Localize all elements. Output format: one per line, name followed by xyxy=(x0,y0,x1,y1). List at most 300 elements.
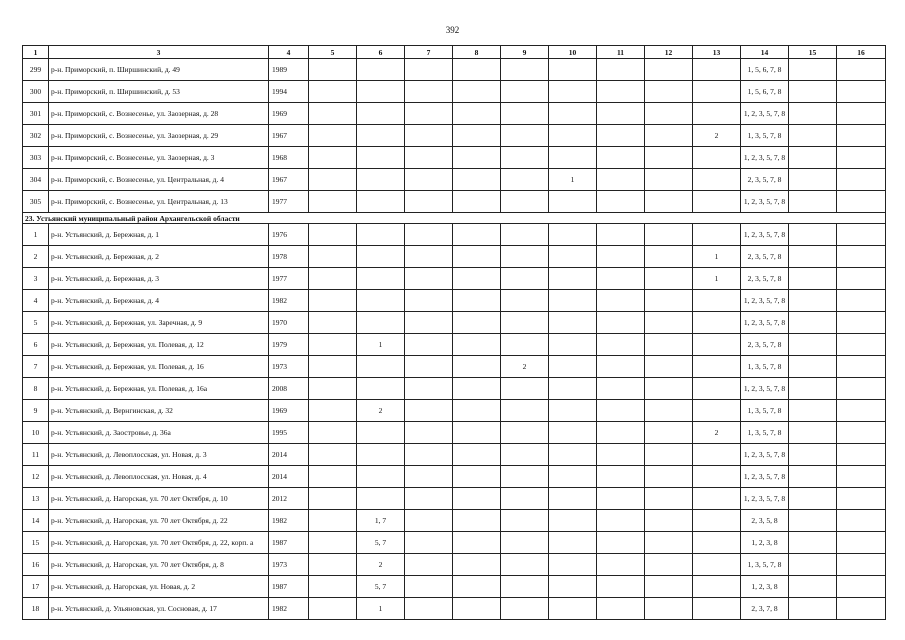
row-number: 12 xyxy=(23,466,49,488)
col-11-cell xyxy=(597,532,645,554)
table-row xyxy=(23,422,886,444)
col-14-cell: 1, 2, 3, 5, 7, 8 xyxy=(741,224,789,246)
col-9-cell xyxy=(501,147,549,169)
col-16-cell xyxy=(837,466,886,488)
column-header: 7 xyxy=(405,46,453,59)
row-number: 16 xyxy=(23,554,49,576)
row-number: 10 xyxy=(23,422,49,444)
column-header: 8 xyxy=(453,46,501,59)
col-11-cell xyxy=(597,103,645,125)
col-10-cell xyxy=(549,334,597,356)
col-5-cell xyxy=(309,81,357,103)
col-10-cell xyxy=(549,422,597,444)
table-body xyxy=(23,59,886,620)
col-10-cell xyxy=(549,598,597,620)
col-10-cell xyxy=(549,356,597,378)
col-14-cell: 1, 3, 5, 7, 8 xyxy=(741,554,789,576)
table-row xyxy=(23,59,886,81)
col-6-cell: 1 xyxy=(357,334,405,356)
col-7-cell xyxy=(405,598,453,620)
col-5-cell xyxy=(309,147,357,169)
col-7-cell xyxy=(405,81,453,103)
col-16-cell xyxy=(837,488,886,510)
col-14-cell: 2, 3, 5, 7, 8 xyxy=(741,246,789,268)
year-cell: 1994 xyxy=(269,81,309,103)
row-number: 3 xyxy=(23,268,49,290)
column-header: 10 xyxy=(549,46,597,59)
col-15-cell xyxy=(789,312,837,334)
table-row xyxy=(23,554,886,576)
col-16-cell xyxy=(837,356,886,378)
col-11-cell xyxy=(597,191,645,213)
col-12-cell xyxy=(645,224,693,246)
row-number: 8 xyxy=(23,378,49,400)
column-header: 4 xyxy=(269,46,309,59)
col-16-cell xyxy=(837,444,886,466)
col-5-cell xyxy=(309,191,357,213)
col-14-cell: 1, 2, 3, 5, 7, 8 xyxy=(741,191,789,213)
table-row xyxy=(23,378,886,400)
address-cell: р-н. Устьянский, д. Нагорская, ул. 70 лет Октября, д. 22 xyxy=(49,510,269,532)
col-15-cell xyxy=(789,554,837,576)
col-12-cell xyxy=(645,466,693,488)
col-14-cell: 1, 5, 6, 7, 8 xyxy=(741,81,789,103)
col-8-cell xyxy=(453,103,501,125)
year-cell: 1982 xyxy=(269,290,309,312)
address-cell: р-н. Приморский, с. Вознесенье, ул. Заозерная, д. 29 xyxy=(49,125,269,147)
col-8-cell xyxy=(453,334,501,356)
col-7-cell xyxy=(405,191,453,213)
col-7-cell xyxy=(405,224,453,246)
col-11-cell xyxy=(597,246,645,268)
year-cell: 2014 xyxy=(269,444,309,466)
row-number: 13 xyxy=(23,488,49,510)
col-14-cell: 2, 3, 5, 7, 8 xyxy=(741,334,789,356)
col-11-cell xyxy=(597,169,645,191)
address-cell: р-н. Приморский, п. Ширшинский, д. 53 xyxy=(49,81,269,103)
col-7-cell xyxy=(405,466,453,488)
col-13-cell xyxy=(693,81,741,103)
col-10-cell xyxy=(549,488,597,510)
col-9-cell xyxy=(501,103,549,125)
address-cell: р-н. Устьянский, д. Левоплосская, ул. Новая, д. 3 xyxy=(49,444,269,466)
col-10-cell xyxy=(549,510,597,532)
col-5-cell xyxy=(309,103,357,125)
col-6-cell xyxy=(357,59,405,81)
year-cell: 1968 xyxy=(269,147,309,169)
table-row xyxy=(23,246,886,268)
row-number: 303 xyxy=(23,147,49,169)
column-header: 13 xyxy=(693,46,741,59)
col-15-cell xyxy=(789,268,837,290)
col-13-cell xyxy=(693,103,741,125)
col-15-cell xyxy=(789,334,837,356)
col-9-cell xyxy=(501,598,549,620)
table-row xyxy=(23,312,886,334)
col-10-cell xyxy=(549,312,597,334)
col-6-cell xyxy=(357,312,405,334)
col-9-cell xyxy=(501,224,549,246)
table-row xyxy=(23,125,886,147)
col-8-cell xyxy=(453,466,501,488)
col-7-cell xyxy=(405,378,453,400)
col-7-cell xyxy=(405,59,453,81)
col-7-cell xyxy=(405,422,453,444)
col-6-cell xyxy=(357,191,405,213)
col-5-cell xyxy=(309,422,357,444)
col-15-cell xyxy=(789,400,837,422)
col-15-cell xyxy=(789,125,837,147)
col-12-cell xyxy=(645,532,693,554)
col-16-cell xyxy=(837,422,886,444)
col-12-cell xyxy=(645,444,693,466)
col-6-cell xyxy=(357,378,405,400)
year-cell: 1977 xyxy=(269,191,309,213)
col-15-cell xyxy=(789,59,837,81)
col-8-cell xyxy=(453,147,501,169)
year-cell: 1977 xyxy=(269,268,309,290)
col-6-cell: 2 xyxy=(357,554,405,576)
col-9-cell xyxy=(501,59,549,81)
row-number: 7 xyxy=(23,356,49,378)
col-15-cell xyxy=(789,103,837,125)
col-12-cell xyxy=(645,334,693,356)
address-cell: р-н. Приморский, п. Ширшинский, д. 49 xyxy=(49,59,269,81)
col-13-cell xyxy=(693,59,741,81)
col-14-cell: 1, 2, 3, 8 xyxy=(741,532,789,554)
col-16-cell xyxy=(837,246,886,268)
col-9-cell xyxy=(501,290,549,312)
row-number: 9 xyxy=(23,400,49,422)
col-13-cell xyxy=(693,400,741,422)
col-10-cell xyxy=(549,191,597,213)
col-14-cell: 1, 2, 3, 5, 7, 8 xyxy=(741,312,789,334)
year-cell: 1973 xyxy=(269,356,309,378)
col-5-cell xyxy=(309,125,357,147)
table-row xyxy=(23,334,886,356)
col-14-cell: 1, 2, 3, 5, 7, 8 xyxy=(741,466,789,488)
address-cell: р-н. Устьянский, д. Левоплосская, ул. Новая, д. 4 xyxy=(49,466,269,488)
col-13-cell xyxy=(693,312,741,334)
col-10-cell xyxy=(549,576,597,598)
col-7-cell xyxy=(405,103,453,125)
address-cell: р-н. Устьянский, д. Ульяновская, ул. Сосновая, д. 17 xyxy=(49,598,269,620)
column-header: 1 xyxy=(23,46,49,59)
col-11-cell xyxy=(597,466,645,488)
col-5-cell xyxy=(309,510,357,532)
col-9-cell xyxy=(501,81,549,103)
address-cell: р-н. Устьянский, д. Нагорская, ул. 70 лет Октября, д. 8 xyxy=(49,554,269,576)
col-11-cell xyxy=(597,81,645,103)
col-16-cell xyxy=(837,125,886,147)
col-16-cell xyxy=(837,576,886,598)
col-16-cell xyxy=(837,224,886,246)
col-6-cell: 1, 7 xyxy=(357,510,405,532)
col-14-cell: 1, 3, 5, 7, 8 xyxy=(741,125,789,147)
col-15-cell xyxy=(789,466,837,488)
col-13-cell xyxy=(693,290,741,312)
row-number: 304 xyxy=(23,169,49,191)
col-7-cell xyxy=(405,268,453,290)
col-10-cell xyxy=(549,103,597,125)
year-cell: 2012 xyxy=(269,488,309,510)
row-number: 299 xyxy=(23,59,49,81)
col-10-cell xyxy=(549,147,597,169)
col-9-cell xyxy=(501,268,549,290)
col-11-cell xyxy=(597,576,645,598)
col-6-cell xyxy=(357,356,405,378)
col-13-cell: 1 xyxy=(693,246,741,268)
table-row xyxy=(23,169,886,191)
address-cell: р-н. Приморский, с. Вознесенье, ул. Заозерная, д. 28 xyxy=(49,103,269,125)
col-13-cell xyxy=(693,598,741,620)
row-number: 301 xyxy=(23,103,49,125)
col-12-cell xyxy=(645,81,693,103)
col-7-cell xyxy=(405,356,453,378)
col-16-cell xyxy=(837,103,886,125)
address-cell: р-н. Устьянский, д. Заостровье, д. 36а xyxy=(49,422,269,444)
col-9-cell: 2 xyxy=(501,356,549,378)
year-cell: 2008 xyxy=(269,378,309,400)
col-13-cell: 2 xyxy=(693,422,741,444)
col-14-cell: 2, 3, 5, 7, 8 xyxy=(741,268,789,290)
col-6-cell xyxy=(357,224,405,246)
col-15-cell xyxy=(789,576,837,598)
col-16-cell xyxy=(837,312,886,334)
year-cell: 1987 xyxy=(269,532,309,554)
col-8-cell xyxy=(453,312,501,334)
col-14-cell: 1, 2, 3, 5, 7, 8 xyxy=(741,147,789,169)
col-9-cell xyxy=(501,422,549,444)
col-11-cell xyxy=(597,312,645,334)
table-row xyxy=(23,510,886,532)
year-cell: 1979 xyxy=(269,334,309,356)
col-14-cell: 1, 3, 5, 7, 8 xyxy=(741,422,789,444)
col-12-cell xyxy=(645,378,693,400)
col-12-cell xyxy=(645,125,693,147)
col-8-cell xyxy=(453,125,501,147)
col-6-cell: 5, 7 xyxy=(357,576,405,598)
col-11-cell xyxy=(597,125,645,147)
col-14-cell: 1, 2, 3, 8 xyxy=(741,576,789,598)
col-6-cell: 2 xyxy=(357,400,405,422)
col-12-cell xyxy=(645,576,693,598)
col-14-cell: 1, 3, 5, 7, 8 xyxy=(741,400,789,422)
table-row xyxy=(23,103,886,125)
col-8-cell xyxy=(453,422,501,444)
col-8-cell xyxy=(453,576,501,598)
col-10-cell xyxy=(549,444,597,466)
row-number: 4 xyxy=(23,290,49,312)
col-13-cell xyxy=(693,510,741,532)
col-7-cell xyxy=(405,510,453,532)
col-16-cell xyxy=(837,81,886,103)
col-15-cell xyxy=(789,81,837,103)
col-9-cell xyxy=(501,191,549,213)
col-8-cell xyxy=(453,444,501,466)
col-12-cell xyxy=(645,422,693,444)
col-11-cell xyxy=(597,147,645,169)
col-6-cell xyxy=(357,103,405,125)
col-14-cell: 1, 2, 3, 5, 7, 8 xyxy=(741,378,789,400)
col-5-cell xyxy=(309,169,357,191)
col-7-cell xyxy=(405,147,453,169)
col-7-cell xyxy=(405,532,453,554)
table-row xyxy=(23,356,886,378)
col-8-cell xyxy=(453,224,501,246)
col-5-cell xyxy=(309,400,357,422)
col-11-cell xyxy=(597,268,645,290)
year-cell: 1976 xyxy=(269,224,309,246)
col-13-cell: 2 xyxy=(693,125,741,147)
col-16-cell xyxy=(837,59,886,81)
col-8-cell xyxy=(453,268,501,290)
col-8-cell xyxy=(453,400,501,422)
year-cell: 1987 xyxy=(269,576,309,598)
header-row xyxy=(23,46,886,59)
row-number: 1 xyxy=(23,224,49,246)
column-header: 12 xyxy=(645,46,693,59)
address-cell: р-н. Устьянский, д. Бережная, д. 4 xyxy=(49,290,269,312)
col-13-cell xyxy=(693,444,741,466)
col-9-cell xyxy=(501,444,549,466)
col-14-cell: 1, 5, 6, 7, 8 xyxy=(741,59,789,81)
col-12-cell xyxy=(645,246,693,268)
col-8-cell xyxy=(453,59,501,81)
col-13-cell xyxy=(693,147,741,169)
col-13-cell xyxy=(693,466,741,488)
col-14-cell: 2, 3, 7, 8 xyxy=(741,598,789,620)
col-12-cell xyxy=(645,356,693,378)
year-cell: 1973 xyxy=(269,554,309,576)
address-cell: р-н. Устьянский, д. Нагорская, ул. 70 лет Октября, д. 22, корп. а xyxy=(49,532,269,554)
table-row xyxy=(23,81,886,103)
col-11-cell xyxy=(597,510,645,532)
col-5-cell xyxy=(309,246,357,268)
year-cell: 1978 xyxy=(269,246,309,268)
col-10-cell xyxy=(549,290,597,312)
col-10-cell xyxy=(549,532,597,554)
col-8-cell xyxy=(453,246,501,268)
col-10-cell xyxy=(549,81,597,103)
col-6-cell xyxy=(357,488,405,510)
col-11-cell xyxy=(597,59,645,81)
col-7-cell xyxy=(405,576,453,598)
col-12-cell xyxy=(645,191,693,213)
col-9-cell xyxy=(501,312,549,334)
row-number: 18 xyxy=(23,598,49,620)
col-12-cell xyxy=(645,554,693,576)
col-5-cell xyxy=(309,356,357,378)
col-12-cell xyxy=(645,169,693,191)
section-title: 23. Устьянский муниципальный район Архангельской области xyxy=(23,213,886,224)
address-cell: р-н. Устьянский, д. Бережная, ул. Полевая, д. 12 xyxy=(49,334,269,356)
col-5-cell xyxy=(309,532,357,554)
col-11-cell xyxy=(597,290,645,312)
col-7-cell xyxy=(405,246,453,268)
year-cell: 1982 xyxy=(269,510,309,532)
col-11-cell xyxy=(597,224,645,246)
col-15-cell xyxy=(789,598,837,620)
col-8-cell xyxy=(453,81,501,103)
year-cell: 1989 xyxy=(269,59,309,81)
col-9-cell xyxy=(501,169,549,191)
col-9-cell xyxy=(501,246,549,268)
column-header: 16 xyxy=(837,46,886,59)
col-16-cell xyxy=(837,169,886,191)
col-8-cell xyxy=(453,191,501,213)
col-8-cell xyxy=(453,378,501,400)
table-row xyxy=(23,147,886,169)
col-12-cell xyxy=(645,59,693,81)
col-10-cell: 1 xyxy=(549,169,597,191)
col-12-cell xyxy=(645,598,693,620)
col-10-cell xyxy=(549,246,597,268)
col-6-cell xyxy=(357,81,405,103)
year-cell: 1967 xyxy=(269,169,309,191)
col-8-cell xyxy=(453,532,501,554)
col-15-cell xyxy=(789,356,837,378)
col-5-cell xyxy=(309,488,357,510)
col-6-cell xyxy=(357,147,405,169)
col-6-cell: 1 xyxy=(357,598,405,620)
table-row xyxy=(23,488,886,510)
col-16-cell xyxy=(837,598,886,620)
section-row xyxy=(23,213,886,224)
col-11-cell xyxy=(597,488,645,510)
col-16-cell xyxy=(837,554,886,576)
column-header: 15 xyxy=(789,46,837,59)
col-15-cell xyxy=(789,246,837,268)
col-11-cell xyxy=(597,422,645,444)
col-7-cell xyxy=(405,290,453,312)
row-number: 15 xyxy=(23,532,49,554)
address-cell: р-н. Устьянский, д. Бережная, д. 3 xyxy=(49,268,269,290)
col-16-cell xyxy=(837,510,886,532)
col-15-cell xyxy=(789,290,837,312)
table-row xyxy=(23,268,886,290)
col-5-cell xyxy=(309,312,357,334)
col-11-cell xyxy=(597,378,645,400)
col-9-cell xyxy=(501,532,549,554)
col-9-cell xyxy=(501,488,549,510)
table-row xyxy=(23,290,886,312)
row-number: 305 xyxy=(23,191,49,213)
row-number: 11 xyxy=(23,444,49,466)
col-14-cell: 1, 2, 3, 5, 7, 8 xyxy=(741,290,789,312)
year-cell: 1969 xyxy=(269,400,309,422)
col-5-cell xyxy=(309,576,357,598)
year-cell: 1995 xyxy=(269,422,309,444)
col-9-cell xyxy=(501,400,549,422)
col-6-cell xyxy=(357,444,405,466)
col-8-cell xyxy=(453,356,501,378)
col-9-cell xyxy=(501,378,549,400)
col-12-cell xyxy=(645,312,693,334)
col-10-cell xyxy=(549,59,597,81)
address-cell: р-н. Устьянский, д. Нагорская, ул. Новая, д. 2 xyxy=(49,576,269,598)
row-number: 2 xyxy=(23,246,49,268)
row-number: 14 xyxy=(23,510,49,532)
col-15-cell xyxy=(789,444,837,466)
col-5-cell xyxy=(309,378,357,400)
col-6-cell xyxy=(357,290,405,312)
col-10-cell xyxy=(549,224,597,246)
col-5-cell xyxy=(309,598,357,620)
col-12-cell xyxy=(645,290,693,312)
col-12-cell xyxy=(645,103,693,125)
col-15-cell xyxy=(789,224,837,246)
